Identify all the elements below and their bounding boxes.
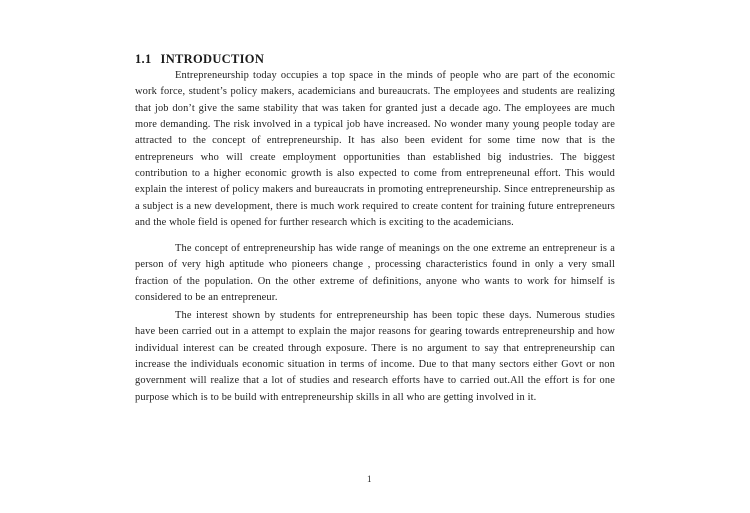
section-title: INTRODUCTION bbox=[160, 52, 265, 66]
paragraph-1: Entrepreneurship today occupies a top space in the minds of people who are part of the economic work force, student’s policy makers, academicians and bureaucrats. The employees and students are realizing that job don’t give the same stability that was taken for granted just a decade ago. The employees are much more demanding. The risk involved in a typical job have increased. No wonder many young people today are attracted to the concept of entrepreneurship. It has also been evident for some time now that is the entrepreneurs who will create employment opportunities than established big industries. The biggest contribution to a higher economic growth is also expected to come from entrepreneunal effort. This would explain the interest of policy makers and bureaucrats in promoting entrepreneurship. Since entrepreneurship as a subject is a new development, there is much work required to create content for training future entrepreneurs and the whole field is opened for further research which is exciting to the academicians. bbox=[135, 70, 615, 229]
paragraph-3: The interest shown by students for entrepreneurship has been topic these days. Numerous studies have been carried out in a attempt to explain the major reasons for gearing towards entrepreneurship and how individual interest can be created through exposure. There is no argument to say that entrepreneurship can increase the individuals economic situation in terms of income. Due to that many sectors either Govt or non government will realize that a lot of studies and research efforts have to carried out.All the effort is for one purpose which is to be build with entrepreneurship skills in all who are getting involved in it. bbox=[135, 310, 615, 403]
section-heading bbox=[135, 52, 264, 67]
section-number: 1.1 bbox=[135, 52, 152, 66]
paragraph-2: The concept of entrepreneurship has wide range of meanings on the one extreme an entrepreneur is a person of very high aptitude who pioneers change , processing characteristics found in only a very small fraction of the population. On the other extreme of definitions, anyone who wants to work for himself is considered to be an entrepreneur. bbox=[135, 243, 615, 304]
page-number: 1 bbox=[367, 474, 372, 484]
